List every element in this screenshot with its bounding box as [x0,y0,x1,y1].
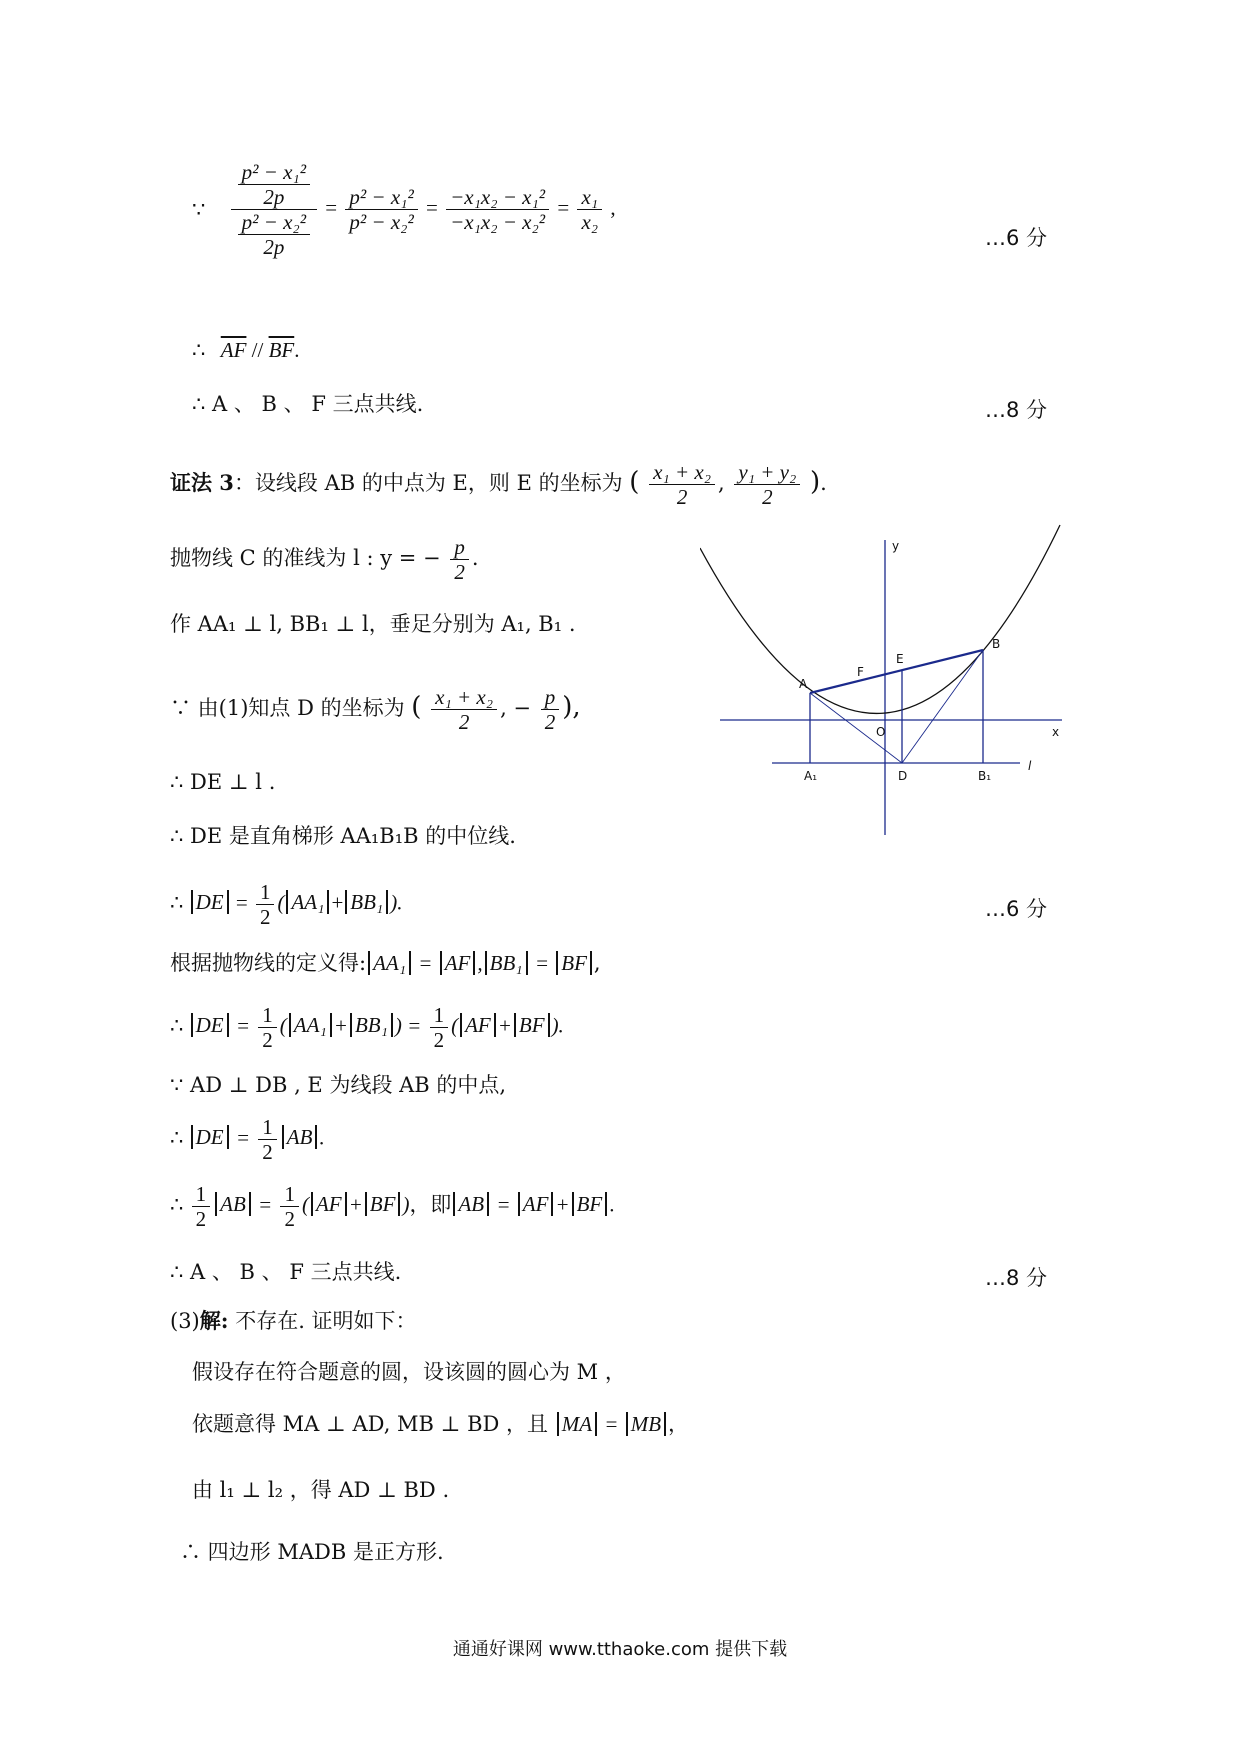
assume-line: 假设存在符合题意的圆，设该圆的圆心为 M ， [192,1360,626,1384]
method3-label: 证法 3 [170,470,234,496]
collinear-2: ∴ A 、 B 、 F 三点共线. [170,1260,402,1284]
de-perp-line: ∴ DE ⊥ l . [170,770,276,794]
score-6b: …6 分 [985,897,1048,921]
square-line: ∴ 四边形 MADB 是正方形. [180,1540,444,1564]
bottom-denominator: 2p [263,235,285,260]
label-d: D [898,769,908,783]
fraction-4: $\frac{\text{x₁}}{\text{x₂}}$ [577,185,602,234]
top-numerator: p² − x₁² [238,160,310,185]
score-8b: …8 分 [985,1266,1048,1290]
top-denominator: 2p [263,185,285,210]
de-equation-3: ∴ DE = $\frac{1}{2}$ AB . [170,1115,325,1165]
d-coordinate-line: ∵ 由(1)知点 D 的坐标为 ( $\frac{\text{x₁ + x₂}}{2}$ , − $\frac{p}{2}$ ), [170,685,581,735]
definition-line: 根据抛物线的定义得: AA₁ = AF , BB₁ = BF , [170,951,601,975]
fraction-3: $\frac{\text{−x₁x₂ − x₁²}}{\text{−x₁x₂ − x₂²}}$ [446,185,549,234]
compound-fraction [231,160,317,260]
label-x: x [1052,725,1060,739]
fraction-2: $\frac{\text{p² − x₁²}}{\text{p² − x₂²}}$ [345,185,417,234]
segment-da [810,693,902,763]
bottom-numerator: p² − x₂² [238,210,310,235]
label-f: F [857,665,864,679]
directrix-line: 抛物线 C 的准线为 l : y = − $\frac{p}{2}$ . [170,535,479,585]
footer-text: 通通好课网 www.tthaoke.com 提供下载 [452,1639,788,1660]
l1-l2-line: 由 l₁ ⊥ l₂ ，得 AD ⊥ BD . [192,1478,450,1502]
label-l: l [1028,759,1032,773]
score-8: …8 分 [985,398,1048,422]
collinear-1: ∴ A 、 B 、 F 三点共线. [192,392,424,416]
label-b: B [992,637,1001,651]
condition-line: 依题意得 MA ⊥ AD, MB ⊥ BD ，且 MA = MB ， [192,1412,690,1436]
label-a: A [799,677,808,691]
de-equation-2: ∴ DE = $\frac{1}{2}$ ( AA₁ + BB₁ ) = $\frac{1}{2}$ ( AF + BF ). [170,1003,564,1053]
label-o: O [876,725,886,739]
ad-perp-line: ∵ AD ⊥ DB , E 为线段 AB 的中点, [170,1073,507,1097]
de-equation-1: ∴ DE = $\frac{1}{2}$ ( AA₁ + BB₁ ). [170,880,403,930]
midline-line: ∴ DE 是直角梯形 AA₁B₁B 的中位线. [170,824,516,848]
label-b1: B₁ [978,769,992,783]
ratio-equation: ∵ $\frac{\frac{\text{p² − x₁²}}{2p}}{\frac{\text{p² − x₂²}}{2p}}$ = $\frac{\text{p² − x₁²}}{\text{p² − x₂²}}$ = $\frac{\text{−x₁x₂ − x₁²}}{\text{−x₁x₂ − x₂²}}$ = $\frac{\text{x₁}}{\text{x₂}}$ , [192,160,616,260]
equals-sign: = [325,195,338,220]
part3-line: (3)解: 不存在. 证明如下： [170,1308,417,1333]
label-y: y [892,539,900,553]
ab-equation: ∴ $\frac{1}{2}$ AB = $\frac{1}{2}$ ( AF + BF )，即 AB = AF + BF . [170,1182,615,1232]
label-a1: A₁ [804,769,818,783]
because-symbol: ∵ [192,197,206,222]
equals-sign: = [426,195,438,220]
parabola-figure [700,520,1080,840]
equals-sign: = [557,195,570,220]
method3-line: 证法 3：设线段 AB 的中点为 E，则 E 的坐标为 ( $\frac{\text{x₁ + x₂}}{2}$ , $\frac{\text{y₁ + y₂}}{2}$ ). [170,460,827,510]
score-6: …6 分 [985,226,1048,250]
perpendicular-line: 作 AA₁ ⊥ l, BB₁ ⊥ l，垂足分别为 A₁, B₁ . [170,612,576,636]
parabola [700,525,1060,713]
label-e: E [896,652,904,666]
vector-parallel: ∴ $\overline{AF} // \overline{BF}$. [192,338,300,362]
